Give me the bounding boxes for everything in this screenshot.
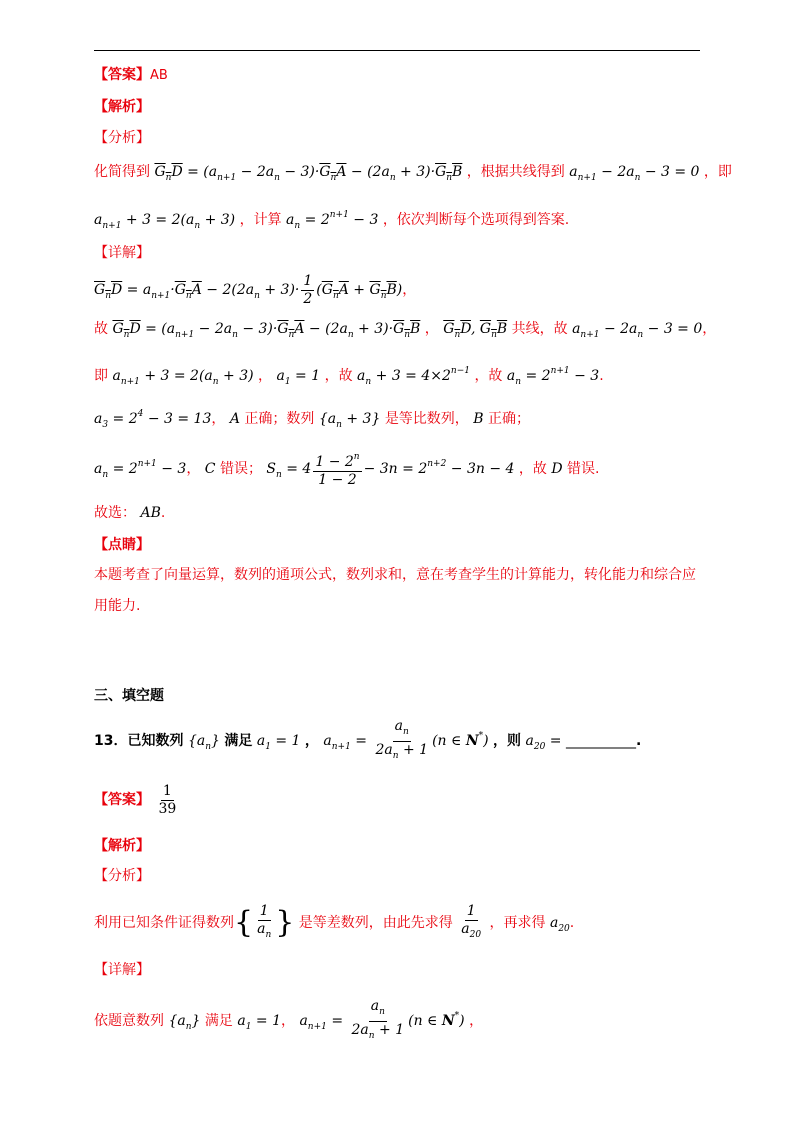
text-segment: 是等比数列，: [384, 411, 469, 427]
formula: B: [473, 411, 484, 427]
fenxi-label: 【分析】: [94, 130, 150, 146]
formula: $a_n + 3 = 4\times 2^{n-1}$: [357, 366, 470, 387]
detail-line-4: $a_3 = 2^4 - 3 = 13$， A 正确；数列 $\{a_n + 3\}$ 是等比数列， B 正确；: [94, 409, 531, 430]
jiexi-tag-1: [94, 98, 150, 116]
fenxi-tag-1: [94, 129, 150, 147]
formula: $\{a_n\}$: [187, 733, 220, 752]
text-segment: 故: [94, 321, 108, 337]
answer-tag: 【答案】: [94, 67, 150, 83]
text-segment: ，: [258, 368, 273, 384]
fenxi-line-2: [94, 206, 569, 235]
question-13: 13．已知数列 $\{a_n\}$ 满足 $a_1 = 1$ ， $a_{n+1}$ = $\frac{a_n}{2a_n + 1}$ (n ∈ N*) ，则 $a_{20}$ = __________.: [94, 717, 642, 761]
fenxi-label: 【分析】: [94, 868, 150, 884]
formula: $a_3 = 2^4 - 3 = 13$: [94, 409, 212, 430]
text-segment: ，: [469, 1013, 484, 1029]
dianjing-tag-1: [94, 536, 150, 554]
formula: $\frac{1}{a_{20}}$: [461, 902, 482, 940]
formula: $a_1 = 1$: [276, 368, 321, 387]
formula: $G_nD = (a_{n+1} - 2a_n - 3)\cdot G_nA - (2a_n + 3)\cdot G_nB$: [154, 164, 463, 183]
formula: C: [204, 461, 216, 477]
text-segment: 故选：: [94, 505, 136, 521]
formula: A: [229, 411, 240, 427]
text-segment: ，再求得: [489, 915, 546, 931]
fenxi-line-3: 利用已知条件证得数列{ $\frac{1}{a_n}$ } 是等差数列，由此先求得 $\frac{1}{a_{20}}$ ，再求得 $a_{20}$.: [94, 900, 574, 952]
answer-line-2: [94, 780, 180, 820]
formula: $a_n = 2^{n+1} - 3$: [506, 366, 600, 387]
formula: $\{a_n\}$: [168, 1013, 201, 1032]
formula: $a_{n+1} - 2a_n - 3 = 0$: [572, 321, 703, 340]
text-segment: ，计算: [239, 212, 282, 228]
text-segment: ，根据共线得到: [466, 164, 565, 180]
text-segment: 正确；数列: [244, 411, 315, 427]
answer-fraction: [156, 783, 178, 818]
text-segment: ，故: [324, 368, 353, 384]
formula: $G_nD = (a_{n+1} - 2a_n - 3)\cdot G_nA - (2a_n + 3)\cdot G_nB$: [112, 321, 421, 340]
text-segment: ，即: [703, 164, 732, 180]
answer-numerator: 1: [162, 782, 172, 799]
jiexi-tag-2: [94, 837, 150, 855]
text-segment: ，依次判断每个选项得到答案.: [382, 212, 570, 228]
formula: $\{a_n + 3\}$: [318, 411, 381, 430]
text-segment: 满足: [204, 1013, 233, 1029]
answer-blank: __________: [565, 733, 636, 749]
detail-line-7: 依题意数列 $\{a_n\}$ 满足 $a_1 = 1$， $a_{n+1}$ = $\frac{a_n}{2a_n + 1}$ (n ∈ N*) ，: [94, 997, 484, 1041]
dianjing-line-1: 本题考查了向量运算，数列的通项公式，数列求和，意在考查学生的计算能力，转化能力和综合应: [94, 567, 696, 583]
text-segment: ，: [304, 733, 319, 749]
answer-value: AB: [150, 68, 168, 83]
text-segment: 化简得到: [94, 164, 150, 180]
answer-denominator: 39: [158, 800, 177, 817]
text-segment: ，故: [474, 368, 503, 384]
detail-line-1: $G_nD = a_{n+1}\cdot G_nA - 2(2a_n + 3)\cdot$ $\frac{1}{2}$ $(G_nA + G_nB)$，: [94, 272, 417, 307]
fenxi-tag-2: [94, 867, 150, 885]
formula: $\frac{1}{a_n}$: [257, 902, 272, 940]
formula: $a_n = 2^{n+1} - 3$: [94, 459, 187, 480]
formula: $a_{n+1} - 2a_n - 3 = 0$: [569, 164, 700, 183]
dianjing-label: 【点睛】: [94, 537, 150, 553]
formula: $S_n = 4$ $\frac{1 - 2^n}{1 - 2}$ − $3n = 2^{n+2} - 3n - 4$: [266, 461, 514, 477]
answer-line-1: [94, 66, 168, 85]
formula: D: [551, 461, 563, 477]
jiexi-label: 【解析】: [94, 99, 150, 115]
text-segment: 是等差数列，由此先求得: [298, 915, 453, 931]
text-segment: 共线，故: [511, 321, 568, 337]
text-segment: ，: [424, 321, 439, 337]
text-segment: 即: [94, 368, 108, 384]
jiexi-label: 【解析】: [94, 838, 150, 854]
formula: $a_n = 2^{n+1} - 3$: [286, 210, 379, 231]
formula: $a_{n+1} + 3 = 2(a_n + 3)$: [112, 368, 254, 387]
text-segment: 13．已知数列: [94, 733, 184, 749]
text-segment: 利用已知条件证得数列: [94, 915, 234, 931]
formula: $a_1 = 1$: [256, 733, 301, 752]
xiangjie-label: 【详解】: [94, 962, 150, 978]
formula: $a_{20}$ =: [525, 733, 562, 752]
text-segment: 正确；: [488, 411, 531, 427]
detail-line-2: 故 $G_nD = (a_{n+1} - 2a_n - 3)\cdot G_nA - (2a_n + 3)\cdot G_nB$ ， $G_nD$, $G_nB$ 共线，故 $a_{n+1} - 2a_n - 3 = 0$，: [94, 321, 717, 340]
fenxi-line-1: [94, 163, 732, 187]
detail-line-6: 故选： AB.: [94, 505, 166, 521]
header-rule: [94, 50, 700, 51]
xiangjie-label: 【详解】: [94, 245, 150, 261]
text-segment: ，则: [493, 733, 522, 749]
section-title: 三、填空题: [94, 688, 164, 704]
formula: $a_{n+1}$ = $\frac{a_n}{2a_n + 1}$ (n ∈ N*): [323, 717, 489, 761]
formula: $G_nD$, $G_nB$: [443, 321, 508, 340]
formula: $a_{n+1} + 3 = 2(a_n + 3)$: [94, 212, 236, 231]
text-segment: 错误；: [219, 461, 262, 477]
formula: AB: [140, 505, 161, 521]
formula: $a_{n+1}$ = $\frac{a_n}{2a_n + 1}$ (n ∈ N*): [299, 997, 465, 1041]
detail-line-3: 即 $a_{n+1} + 3 = 2(a_n + 3)$ ， $a_1 = 1$ ，故 $a_n + 3 = 4\times 2^{n-1}$ ，故 $a_n = 2^{n+1} - 3$.: [94, 366, 604, 387]
formula: $a_{20}$: [549, 915, 570, 934]
text-segment: ，故: [518, 461, 547, 477]
text-segment: 错误.: [567, 461, 600, 477]
answer-tag: 【答案】: [94, 792, 150, 808]
formula: $G_nD = a_{n+1}\cdot G_nA - 2(2a_n + 3)\cdot$ $\frac{1}{2}$ $(G_nA + G_nB)$: [94, 272, 403, 307]
xiangjie-tag-1: [94, 244, 150, 262]
text-segment: 满足: [224, 733, 253, 749]
dianjing-line-2: 用能力.: [94, 598, 141, 614]
formula: $a_1 = 1$: [237, 1013, 281, 1032]
detail-line-5: $a_n = 2^{n+1} - 3$， C 错误； $S_n = 4$ $\frac{1 - 2^n}{1 - 2}$ − $3n = 2^{n+2} - 3n - 4$ ，故 D 错误.: [94, 446, 599, 493]
text-segment: 依题意数列: [94, 1013, 164, 1029]
xiangjie-tag-2: [94, 961, 150, 979]
